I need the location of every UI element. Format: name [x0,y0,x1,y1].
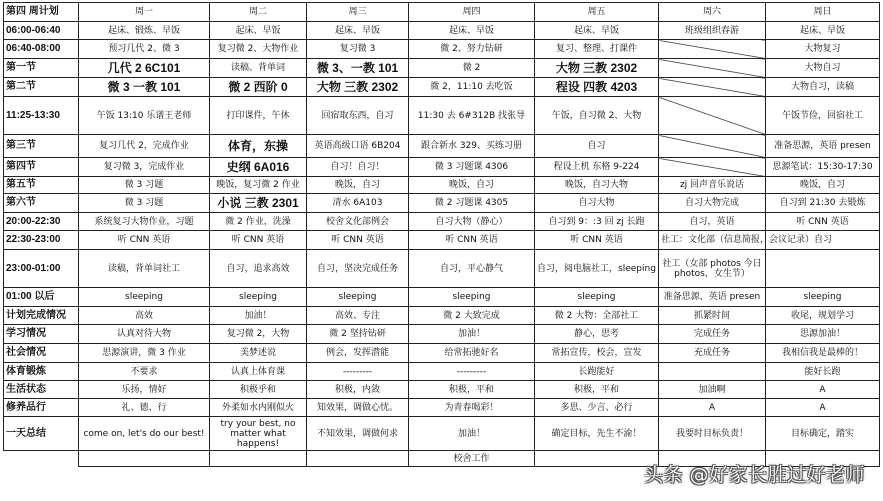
schedule-cell: 乐扬，情好 [79,381,210,399]
schedule-cell: 起床、早饭 [307,22,409,40]
table-row [4,417,880,451]
weekly-plan-table [3,2,880,467]
table-body [4,3,880,467]
schedule-cell [766,250,880,288]
extra-cell [535,451,659,467]
schedule-cell: --------- [409,363,535,381]
schedule-cell: 我相信我是最棒的！ [766,344,880,363]
time-slot-label: 第二节 [4,78,79,97]
schedule-cell: 大物自习，读稿 [766,78,880,97]
schedule-cell: 晚饭，自习 [409,177,535,194]
schedule-cell: 确定目标，先生不渝！ [535,417,659,451]
schedule-cell: 几代 2 6C101 [79,59,210,78]
time-slot-label: 修养品行 [4,399,79,417]
schedule-cell: 认真上体育课 [210,363,307,381]
extra-cell: 校舍工作 [409,451,535,467]
schedule-cell: 起床、早饭 [210,22,307,40]
schedule-cell: 积极，平和 [535,381,659,399]
schedule-cell: 微 2 大物：全部社工 [535,307,659,325]
schedule-cell: sleeping [409,288,535,307]
time-slot-label: 生活状态 [4,381,79,399]
schedule-cell: 读稿，背单词社工 [79,250,210,288]
schedule-cell: 打印课件，午休 [210,97,307,135]
schedule-cell: 午饭节俭，回宿社工 [766,97,880,135]
table-row [4,135,880,158]
schedule-cell: 加油！ [409,417,535,451]
time-slot-label: 23:00-01:00 [4,250,79,288]
schedule-cell: 起床、早饭 [535,22,659,40]
time-slot-label: 第四节 [4,158,79,177]
schedule-cell: 大物复习 [766,40,880,59]
time-slot-label: 第三节 [4,135,79,158]
schedule-cell [659,78,766,97]
schedule-cell: 自习，阅电脑社工，sleeping [535,250,659,288]
schedule-cell: 常拓宣传，校会，宣发 [535,344,659,363]
table-row [4,363,880,381]
schedule-cell: sleeping [210,288,307,307]
day-header: 周四 [409,3,535,22]
schedule-cell: 晚饭，自习 [307,177,409,194]
schedule-cell: 准备思源，英语 presen [766,135,880,158]
schedule-cell: 能好长跑 [766,363,880,381]
schedule-cell: 高效 [79,307,210,325]
schedule-cell: 礼、德、行 [79,399,210,417]
schedule-cell: 系统复习大物作业，习题 [79,213,210,231]
time-slot-label: 20:00-22:30 [4,213,79,231]
schedule-cell: 加油啊 [659,381,766,399]
extra-cell [79,451,210,467]
schedule-cell [659,97,766,135]
header-row [4,3,880,22]
time-slot-label: 计划完成情况 [4,307,79,325]
table-row [4,59,880,78]
schedule-cell: 静心，思考 [535,325,659,344]
schedule-cell: 小说 三教 2301 [210,194,307,213]
schedule-cell: 自习到 21:30 去锻炼 [766,194,880,213]
time-slot-label: 11:25-13:30 [4,97,79,135]
schedule-cell: 加油！ [409,325,535,344]
schedule-cell: 不知效果，调做何求 [307,417,409,451]
schedule-cell: 班级组织春游 [659,22,766,40]
schedule-cell: 微 2，11:10 去吃饭 [409,78,535,97]
schedule-cell: 微 3、一教 101 [307,59,409,78]
schedule-cell: 复习微 3 [307,40,409,59]
schedule-cell: 自习，追求高效 [210,250,307,288]
schedule-cell: 校舍文化部例会 [307,213,409,231]
table-row [4,344,880,363]
schedule-cell: 微 3 习题课 4306 [409,158,535,177]
extra-cell [210,451,307,467]
schedule-cell: 大物自习 [766,59,880,78]
schedule-cell: 听 CNN 英语 [210,231,307,250]
time-slot-label: 22:30-23:00 [4,231,79,250]
table-row [4,307,880,325]
day-header: 周一 [79,3,210,22]
schedule-cell: sleeping [535,288,659,307]
time-slot-label: 社会情况 [4,344,79,363]
schedule-cell: 复习、整理、打课件 [535,40,659,59]
schedule-cell: 听 CNN 英语 [307,231,409,250]
time-slot-label: 06:40-08:00 [4,40,79,59]
schedule-cell: 积极乎和 [210,381,307,399]
table-row [4,40,880,59]
schedule-cell: 抓紧时间 [659,307,766,325]
schedule-cell: 自习大物完成 [659,194,766,213]
schedule-cell: 大物 三教 2302 [307,78,409,97]
schedule-cell: 思源演讲，微 3 作业 [79,344,210,363]
schedule-cell [659,363,766,381]
schedule-cell: 微 2 西阶 0 [210,78,307,97]
schedule-cell: sleeping [307,288,409,307]
schedule-cell: 跟合新水 329、买练习册 [409,135,535,158]
schedule-cell: --------- [307,363,409,381]
schedule-cell: 目标确定，踏实 [766,417,880,451]
schedule-cell: 社工（女部 photos 今日 photos，女生节） [659,250,766,288]
schedule-cell: 11:30 去 6#312B 找张导 [409,97,535,135]
schedule-cell: 认真对待大物 [79,325,210,344]
table-row [4,213,880,231]
schedule-cell: 不要求 [79,363,210,381]
schedule-cell: 程设上机 东格 9-224 [535,158,659,177]
schedule-cell: 微 2 作业，洗澡 [210,213,307,231]
schedule-cell: 起床、早饭 [766,22,880,40]
time-slot-label: 学习情况 [4,325,79,344]
schedule-cell: 美梦述说 [210,344,307,363]
schedule-cell: 多思、少言、必行 [535,399,659,417]
schedule-cell: 起床、锻炼、早饭 [79,22,210,40]
table-row [4,194,880,213]
schedule-cell: 程设 四教 4203 [535,78,659,97]
schedule-cell: 微 2 习题课 4305 [409,194,535,213]
table-row [4,78,880,97]
schedule-cell: 长跑能好 [535,363,659,381]
table-row [4,231,880,250]
schedule-cell: 知效果，调做心忧。 [307,399,409,417]
week-title: 第四 周计划 [4,3,79,22]
schedule-cell: 微 2、努力钻研 [409,40,535,59]
table-row [4,288,880,307]
table-row [4,22,880,40]
schedule-cell [659,158,766,177]
schedule-cell: 自习，平心静气 [409,250,535,288]
schedule-cell: 大物 三教 2302 [535,59,659,78]
table-row [4,399,880,417]
time-slot-label: 06:00-06:40 [4,22,79,40]
schedule-cell: 史纲 6A016 [210,158,307,177]
schedule-cell: 为青春喝彩！ [409,399,535,417]
schedule-cell: sleeping [766,288,880,307]
schedule-cell: 听 CNN 英语 [409,231,535,250]
time-slot-label: 01:00 以后 [4,288,79,307]
schedule-cell [659,135,766,158]
schedule-cell: 晚饭，自习 [766,177,880,194]
day-header: 周六 [659,3,766,22]
schedule-cell: 晚饭，自习大物 [535,177,659,194]
schedule-cell: 高效、专注 [307,307,409,325]
schedule-cell: come on, let's do our best! [79,417,210,451]
schedule-cell [659,59,766,78]
schedule-cell: try your best, no matter what happens! [210,417,307,451]
schedule-cell: 听 CNN 英语 [535,231,659,250]
schedule-cell: 预习几代 2、微 3 [79,40,210,59]
schedule-cell: 外柔如水内刚似火 [210,399,307,417]
time-slot-label: 体育锻炼 [4,363,79,381]
schedule-cell: 读稿、背单词 [210,59,307,78]
schedule-cell: 自习大物（静心） [409,213,535,231]
schedule-cell: 体育，东操 [210,135,307,158]
time-slot-label: 第六节 [4,194,79,213]
schedule-cell [659,40,766,59]
schedule-cell: 社工：文化部（信息简报，会议记录）自习 [659,231,766,250]
schedule-cell: 例会，发挥潜能 [307,344,409,363]
schedule-cell: 晚饭，复习微 2 作业 [210,177,307,194]
schedule-cell: 自习到 9：:3 回 zj 长跑 [535,213,659,231]
time-slot-label: 一天总结 [4,417,79,451]
schedule-cell: zj 回声音乐说话 [659,177,766,194]
table-row [4,97,880,135]
extra-cell [307,451,409,467]
day-header: 周三 [307,3,409,22]
schedule-cell: 思源加油！ [766,325,880,344]
day-header: 周五 [535,3,659,22]
schedule-cell: 充成任务 [659,344,766,363]
schedule-cell: 微 2 大致完成 [409,307,535,325]
schedule-cell: 积极，内敛 [307,381,409,399]
day-header: 周日 [766,3,880,22]
schedule-cell: 完成任务 [659,325,766,344]
schedule-cell: 复习微 2、大物作业 [210,40,307,59]
schedule-cell: 自习，坚决完成任务 [307,250,409,288]
schedule-cell: 准备思源，英语 presen [659,288,766,307]
schedule-cell: 英语高级口语 6B204 [307,135,409,158]
table-row [4,325,880,344]
schedule-cell: 微 3 一教 101 [79,78,210,97]
schedule-cell: 起床、早饭 [409,22,535,40]
schedule-cell: 复习微 2，大物 [210,325,307,344]
schedule-cell: 自习！自习！ [307,158,409,177]
table-row [4,250,880,288]
schedule-cell: 收尾，规划学习 [766,307,880,325]
schedule-cell: 微 2 坚持钻研 [307,325,409,344]
table-row [4,381,880,399]
schedule-cell: 积极，平和 [409,381,535,399]
schedule-cell: 回宿取东西，自习 [307,97,409,135]
schedule-cell: 听 CNN 英语 [79,231,210,250]
schedule-cell: A [659,399,766,417]
schedule-cell: 复习几代 2，完成作业 [79,135,210,158]
schedule-cell: 清水 6A103 [307,194,409,213]
watermark: 头条 @好家长胜过好老师 [643,464,865,486]
day-header: 周二 [210,3,307,22]
schedule-cell: 午饭，自习微 2、大物 [535,97,659,135]
schedule-cell: 加油！ [210,307,307,325]
schedule-cell: 自习 [535,135,659,158]
schedule-cell: 午饭 13:10 乐谱王老师 [79,97,210,135]
time-slot-label: 第五节 [4,177,79,194]
schedule-cell: 给常拓驰好名 [409,344,535,363]
schedule-cell: 复习微 3，完成作业 [79,158,210,177]
schedule-cell: 微 3 习题 [79,194,210,213]
schedule-cell: A [766,399,880,417]
schedule-cell: 自习大物 [535,194,659,213]
schedule-cell: 我要时目标负责！ [659,417,766,451]
time-slot-label: 第一节 [4,59,79,78]
schedule-cell: 思源笔试：15:30-17:30 [766,158,880,177]
table-row [4,177,880,194]
schedule-cell: A [766,381,880,399]
schedule-cell: 微 3 习题 [79,177,210,194]
schedule-cell: 听 CNN 英语 [766,213,880,231]
empty-cell [4,451,79,467]
schedule-cell: 自习，英语 [659,213,766,231]
schedule-cell: 微 2 [409,59,535,78]
schedule-cell: sleeping [79,288,210,307]
table-row [4,158,880,177]
